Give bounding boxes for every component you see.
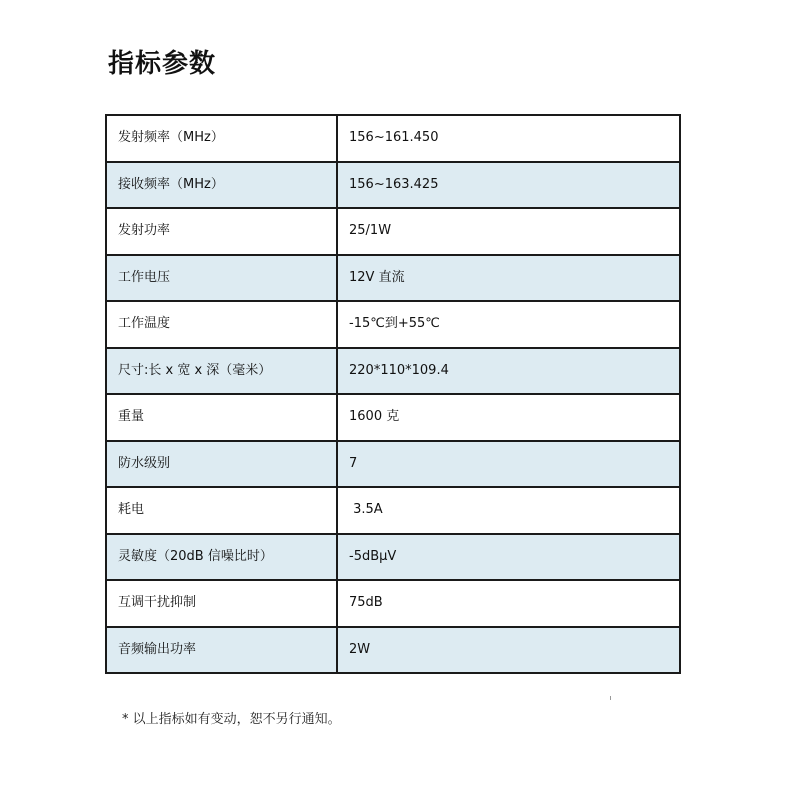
table-row xyxy=(106,162,680,209)
table-row xyxy=(106,487,680,534)
spec-label: 尺寸:长 x 宽 x 深（毫米） xyxy=(106,348,337,395)
spec-label: 音频输出功率 xyxy=(106,627,337,674)
table-row xyxy=(106,627,680,674)
spec-value: 12V 直流 xyxy=(337,255,680,302)
spec-table xyxy=(105,114,681,674)
table-row xyxy=(106,441,680,488)
spec-label: 发射频率（MHz） xyxy=(106,115,337,162)
spec-label: 重量 xyxy=(106,394,337,441)
table-row xyxy=(106,394,680,441)
table-row xyxy=(106,534,680,581)
spec-value: 3.5A xyxy=(337,487,680,534)
divider xyxy=(610,696,611,700)
spec-value: 1600 克 xyxy=(337,394,680,441)
spec-label: 灵敏度（20dB 信噪比时） xyxy=(106,534,337,581)
spec-value: 156~163.425 xyxy=(337,162,680,209)
spec-label: 防水级别 xyxy=(106,441,337,488)
spec-value: 220*110*109.4 xyxy=(337,348,680,395)
spec-value: 75dB xyxy=(337,580,680,627)
spec-label: 工作电压 xyxy=(106,255,337,302)
spec-label: 工作温度 xyxy=(106,301,337,348)
footnote: * 以上指标如有变动，恕不另行通知。 xyxy=(122,712,341,727)
table-row xyxy=(106,115,680,162)
table-row xyxy=(106,580,680,627)
spec-label: 接收频率（MHz） xyxy=(106,162,337,209)
spec-value: -5dBμV xyxy=(337,534,680,581)
spec-value: 156~161.450 xyxy=(337,115,680,162)
spec-value: 7 xyxy=(337,441,680,488)
table-row xyxy=(106,348,680,395)
spec-label: 发射功率 xyxy=(106,208,337,255)
page-title: 指标参数 xyxy=(108,49,217,79)
table-row xyxy=(106,208,680,255)
spec-label: 互调干扰抑制 xyxy=(106,580,337,627)
spec-label: 耗电 xyxy=(106,487,337,534)
spec-value: -15℃到+55℃ xyxy=(337,301,680,348)
spec-value: 25/1W xyxy=(337,208,680,255)
spec-value: 2W xyxy=(337,627,680,674)
table-row xyxy=(106,301,680,348)
table-row xyxy=(106,255,680,302)
